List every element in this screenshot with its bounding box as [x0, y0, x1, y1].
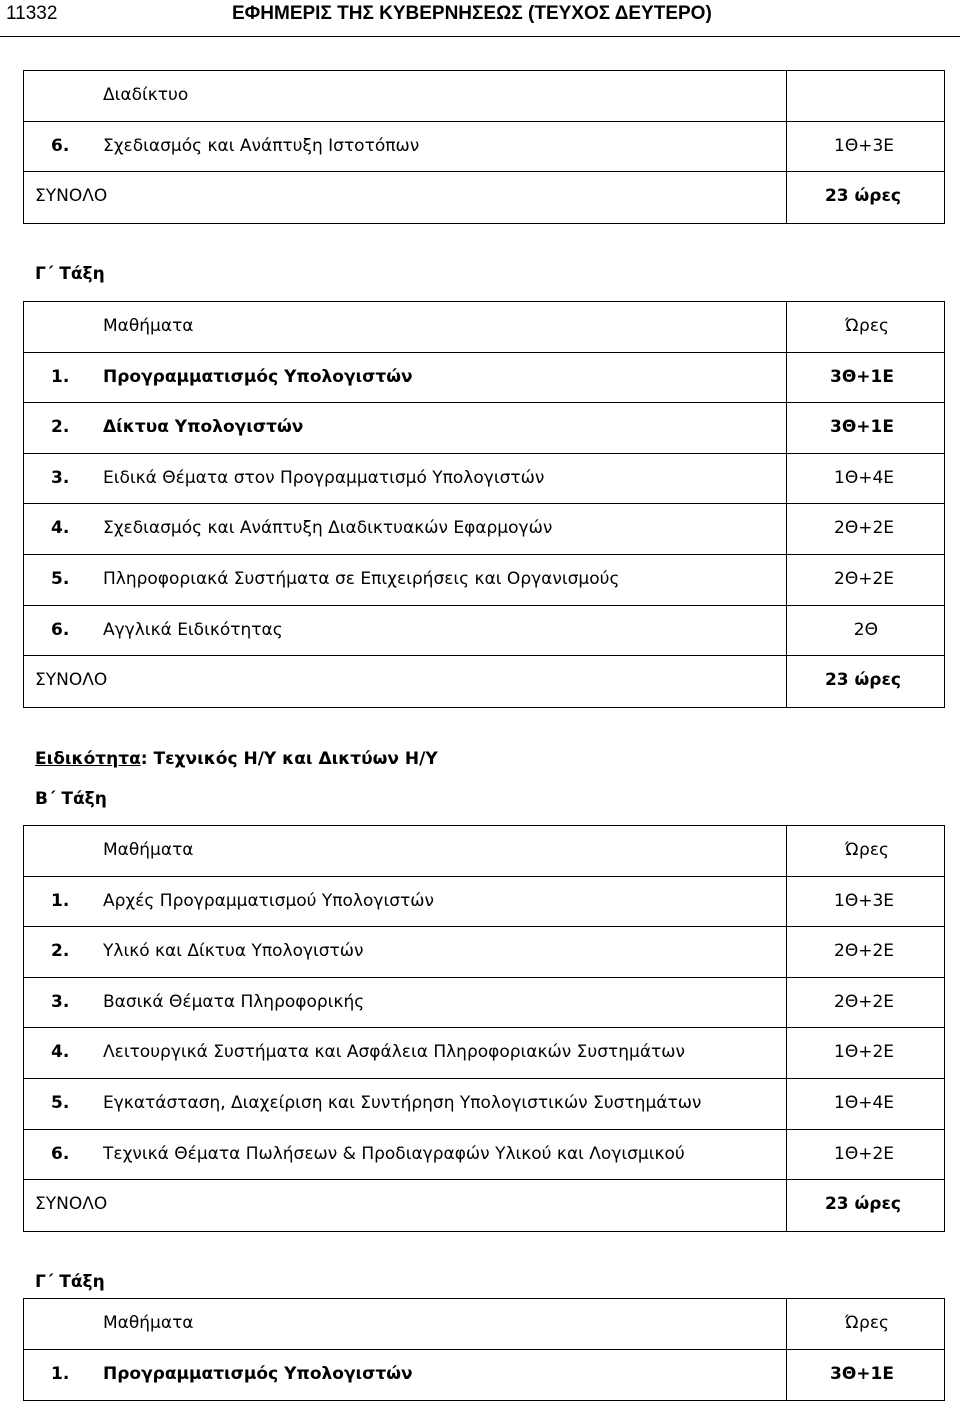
course-hours: 2Θ+2Ε: [834, 568, 894, 589]
course-title: Αγγλικά Ειδικότητας: [103, 619, 283, 640]
grade-heading: Γ΄ Τάξη: [35, 1272, 105, 1292]
total-row: [24, 1180, 944, 1231]
total-hours: 23 ώρες: [824, 1194, 901, 1215]
table-row: [24, 1350, 944, 1401]
course-title: Διαδίκτυο: [103, 85, 189, 105]
course-number: 4.: [51, 1042, 70, 1063]
specialty-heading: [35, 749, 438, 769]
course-number: 3.: [51, 991, 70, 1012]
course-title: Σχεδιασμός και Ανάπτυξη Ιστοτόπων: [103, 135, 420, 156]
table-row: [24, 1079, 944, 1130]
table-row: [24, 504, 944, 555]
table-header-row: [24, 826, 944, 877]
total-row: [24, 172, 944, 223]
course-hours: 1Θ+4Ε: [834, 1092, 894, 1113]
course-hours: 1Θ+3Ε: [834, 890, 894, 911]
table-b-grade: [23, 825, 945, 1232]
total-label: ΣΥΝΟΛΟ: [35, 186, 108, 207]
table-row: [24, 122, 944, 173]
table-row: [24, 606, 944, 657]
gazette-title: ΕΦΗΜΕΡΙΣ ΤΗΣ ΚΥΒΕΡΝΗΣΕΩΣ (ΤΕΥΧΟΣ ΔΕΥΤΕΡΟ): [232, 3, 712, 24]
table-row: [24, 403, 944, 454]
course-number: 5.: [51, 1092, 70, 1113]
course-title: Δίκτυα Υπολογιστών: [103, 417, 304, 438]
table-row: [24, 555, 944, 606]
course-title: Βασικά Θέματα Πληροφορικής: [103, 991, 365, 1012]
course-hours: 1Θ+2Ε: [834, 1042, 894, 1063]
course-hours: 3Θ+1Ε: [830, 1363, 894, 1384]
table-row: [24, 978, 944, 1029]
course-number: 1.: [51, 890, 70, 911]
course-title: Αρχές Προγραμματισμού Υπολογιστών: [103, 890, 434, 911]
course-hours: 1Θ+4Ε: [834, 467, 894, 488]
course-title: Λειτουργικά Συστήματα και Ασφάλεια Πληροφοριακών Συστημάτων: [103, 1042, 686, 1063]
course-hours: 2Θ: [853, 619, 878, 640]
table-row: [24, 1130, 944, 1181]
total-row: [24, 656, 944, 707]
column-header-courses: Μαθήματα: [103, 1313, 194, 1333]
specialty-label: Ειδικότητα: [35, 749, 141, 769]
course-title: Σχεδιασμός και Ανάπτυξη Διαδικτυακών Εφαρμογών: [103, 518, 553, 539]
course-title: Ειδικά Θέματα στον Προγραμματισμό Υπολογιστών: [103, 467, 545, 488]
total-label: ΣΥΝΟΛΟ: [35, 670, 108, 691]
total-hours: 23 ώρες: [824, 186, 901, 207]
course-number: 6.: [51, 1143, 70, 1164]
course-hours: 1Θ+3Ε: [834, 135, 894, 156]
course-number: 5.: [51, 568, 70, 589]
course-title: Πληροφοριακά Συστήματα σε Επιχειρήσεις και Οργανισμούς: [103, 568, 620, 589]
table-header-row: [24, 1299, 944, 1350]
course-title: Υλικό και Δίκτυα Υπολογιστών: [103, 941, 364, 962]
course-hours: 2Θ+2Ε: [834, 941, 894, 962]
table-row: [24, 877, 944, 928]
total-hours: 23 ώρες: [824, 670, 901, 691]
course-number: 4.: [51, 518, 70, 539]
column-header-hours: Ώρες: [845, 1313, 889, 1333]
course-hours: 2Θ+2Ε: [834, 518, 894, 539]
course-title: Τεχνικά Θέματα Πωλήσεων & Προδιαγραφών Υλικού και Λογισμικού: [103, 1143, 685, 1164]
column-header-hours: Ώρες: [845, 840, 889, 860]
specialty-name: : Τεχνικός Η/Υ και Δικτύων Η/Υ: [140, 749, 438, 769]
table-row: [24, 1028, 944, 1079]
table-b-continued: [23, 70, 945, 224]
table-row: [24, 353, 944, 404]
grade-heading: Γ΄ Τάξη: [35, 264, 105, 284]
course-title: Προγραμματισμός Υπολογιστών: [103, 1363, 413, 1384]
table-row: [24, 454, 944, 505]
table-row: [24, 927, 944, 978]
column-header-hours: Ώρες: [845, 316, 889, 336]
total-label: ΣΥΝΟΛΟ: [35, 1194, 108, 1215]
table-c-grade: [23, 301, 945, 708]
course-number: 3.: [51, 467, 70, 488]
course-number: 2.: [51, 941, 70, 962]
table-c-grade-2: [23, 1298, 945, 1401]
course-number: 6.: [51, 135, 70, 156]
course-hours: 1Θ+2Ε: [834, 1143, 894, 1164]
course-hours: 2Θ+2Ε: [834, 991, 894, 1012]
course-number: 1.: [51, 1363, 70, 1384]
page-number: 11332: [6, 3, 58, 24]
column-header-courses: Μαθήματα: [103, 840, 194, 860]
course-number: 1.: [51, 366, 70, 387]
course-hours: 3Θ+1Ε: [830, 366, 894, 387]
course-title: Προγραμματισμός Υπολογιστών: [103, 366, 413, 387]
course-number: 2.: [51, 417, 70, 438]
course-number: 6.: [51, 619, 70, 640]
grade-heading: Β΄ Τάξη: [35, 789, 107, 809]
page-header: [0, 0, 960, 37]
table-header-row: [24, 302, 944, 353]
table-row-continued: [24, 71, 944, 122]
course-title: Εγκατάσταση, Διαχείριση και Συντήρηση Υπολογιστικών Συστημάτων: [103, 1092, 702, 1113]
column-header-courses: Μαθήματα: [103, 316, 194, 336]
course-hours: 3Θ+1Ε: [830, 417, 894, 438]
